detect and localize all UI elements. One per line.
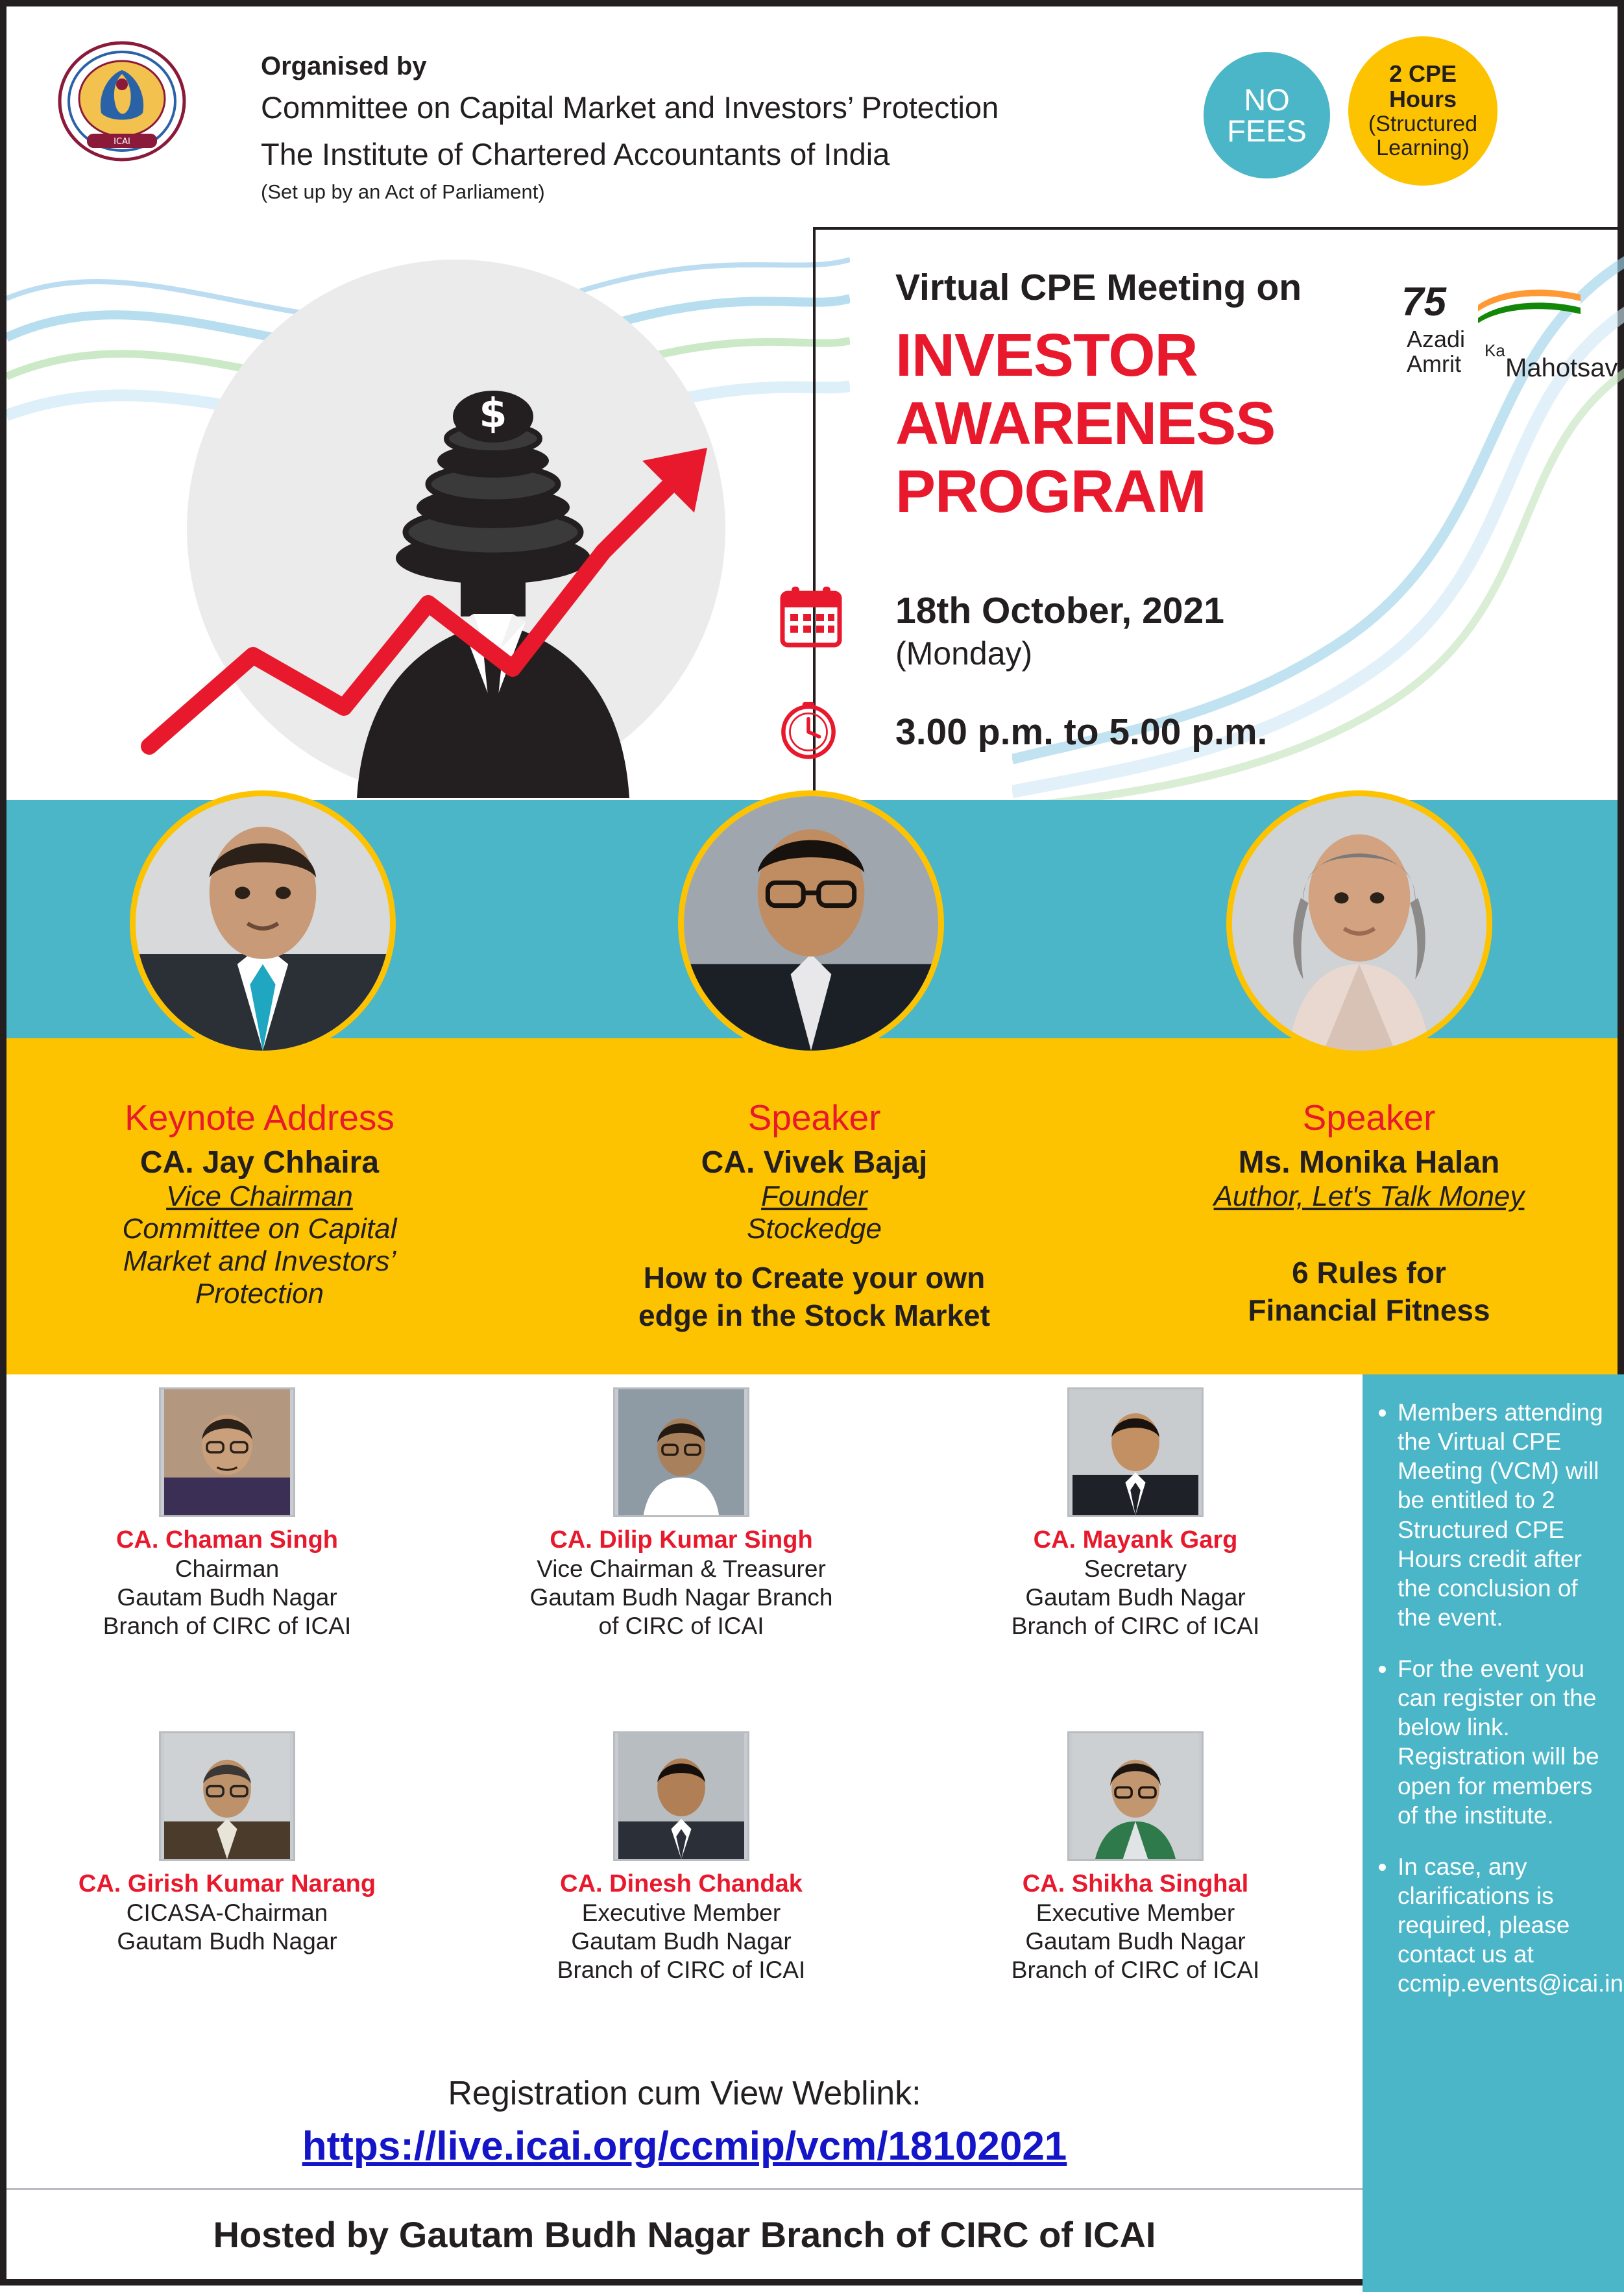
speaker-topic-3-line2: Financial Fitness	[1248, 1293, 1490, 1327]
indian-flag-icon	[1478, 286, 1582, 323]
office-bearer-photo-5	[613, 1731, 749, 1861]
office-bearer-photo-1	[159, 1387, 295, 1517]
institute-name: The Institute of Chartered Accountants of India	[261, 137, 890, 171]
speaker-block-1	[6, 1097, 513, 1310]
speaker-org-1-line1: Committee on Capital	[122, 1213, 397, 1245]
office-bearers-area	[6, 1374, 1363, 2062]
office-bearer-6-line2: Gautam Budh Nagar	[1025, 1928, 1246, 1955]
icai-logo-icon	[57, 36, 187, 166]
speaker-block-2	[561, 1097, 1067, 1334]
office-bearer-name-5: CA. Dinesh Chandak	[560, 1870, 803, 1897]
speaker-topic-3-line1: 6 Rules for	[1292, 1256, 1446, 1289]
office-bearer-5-line1: Executive Member	[581, 1899, 781, 1926]
act-note: (Set up by an Act of Parliament)	[261, 180, 545, 203]
office-bearer-3	[941, 1387, 1330, 1641]
office-bearer-1-line2: Gautam Budh Nagar	[117, 1584, 337, 1611]
speaker-topic-2-line2: edge in the Stock Market	[638, 1298, 990, 1332]
speaker-name-3: Ms. Monika Halan	[1238, 1145, 1500, 1180]
header	[6, 6, 1618, 221]
svg-text:ICAI: ICAI	[114, 137, 130, 147]
speaker-topic-3	[1116, 1254, 1622, 1329]
office-bearer-photo-2	[613, 1387, 749, 1517]
office-bearer-name-4: CA. Girish Kumar Narang	[78, 1870, 376, 1897]
event-title-line1: INVESTOR	[895, 321, 1198, 389]
azadi-75: 75	[1401, 280, 1446, 324]
speaker-name-2: CA. Vivek Bajaj	[701, 1145, 928, 1180]
event-time: 3.00 p.m. to 5.00 p.m.	[895, 711, 1268, 753]
event-title	[895, 321, 1275, 526]
investor-coins-illustration	[123, 253, 805, 805]
office-bearer-2-line3: of CIRC of ICAI	[598, 1613, 764, 1640]
office-bearer-6	[941, 1731, 1330, 1985]
office-bearer-2	[487, 1387, 876, 1641]
speaker-org-2-line1: Stockedge	[747, 1213, 882, 1245]
speaker-topic-2-line1: How to Create your own	[643, 1261, 986, 1295]
office-bearer-3-line2: Gautam Budh Nagar	[1025, 1584, 1246, 1611]
speaker-block-3	[1116, 1097, 1622, 1329]
office-bearer-6-line1: Executive Member	[1036, 1899, 1235, 1926]
office-bearer-name-3: CA. Mayank Garg	[1033, 1526, 1238, 1554]
speaker-designation-1: Vice Chairman	[166, 1180, 353, 1212]
svg-text:$: $	[479, 389, 507, 437]
office-bearer-5-line3: Branch of CIRC of ICAI	[557, 1957, 806, 1984]
office-bearer-2-line1: Vice Chairman & Treasurer	[537, 1555, 826, 1582]
cpe-line3: (Structured	[1368, 112, 1478, 137]
notes-panel	[1363, 1374, 1624, 2292]
office-bearer-1	[32, 1387, 422, 1641]
azadi-line1: Azadi	[1407, 326, 1466, 352]
note-item-1: • Members attending the Virtual CPE Meeting (VCM) will be entitled to 2 Structured CPE Hours credit after the conclusion of the event.	[1398, 1398, 1607, 1632]
office-bearer-3-line1: Secretary	[1084, 1555, 1187, 1582]
event-day: (Monday)	[895, 635, 1033, 672]
registration-area	[6, 2062, 1363, 2187]
speaker-org-1-line3: Protection	[195, 1278, 324, 1310]
cpe-line2: Hours	[1388, 86, 1457, 113]
speaker-org-1-line2: Market and Investors’	[123, 1245, 396, 1277]
office-bearer-4	[32, 1731, 422, 1956]
speaker-photo-3	[1226, 790, 1492, 1056]
speaker-designation-3: Author, Let's Talk Money	[1213, 1180, 1525, 1212]
committee-name: Committee on Capital Market and Investors’ Protection	[261, 90, 999, 125]
registration-label: Registration cum View Weblink:	[448, 2075, 921, 2112]
azadi-line2: Amrit	[1407, 350, 1461, 377]
azadi-mahotsav: Mahotsav	[1505, 354, 1618, 382]
organised-by-label: Organised by	[261, 52, 427, 80]
office-bearer-5	[487, 1731, 876, 1985]
speaker-role-1: Keynote Address	[125, 1097, 394, 1138]
event-date: 18th October, 2021	[895, 590, 1224, 631]
office-bearer-1-line3: Branch of CIRC of ICAI	[103, 1613, 352, 1640]
office-bearer-photo-3	[1067, 1387, 1204, 1517]
office-bearer-photo-4	[159, 1731, 295, 1861]
office-bearer-1-line1: Chairman	[175, 1555, 280, 1582]
office-bearer-photo-6	[1067, 1731, 1204, 1861]
note-item-3: • In case, any clarifications is required, please contact us at ccmip.events@icai.in	[1398, 1852, 1607, 1999]
office-bearer-name-2: CA. Dilip Kumar Singh	[550, 1526, 813, 1554]
cpe-hours-badge	[1348, 36, 1497, 186]
azadi-ka-amrit-mahotsav-logo	[1401, 279, 1618, 389]
event-kicker: Virtual CPE Meeting on	[895, 267, 1302, 308]
azadi-ka: Ka	[1485, 341, 1505, 360]
speaker-photo-2	[678, 790, 944, 1056]
no-fees-badge	[1204, 52, 1330, 178]
speaker-photo-1	[130, 790, 396, 1056]
office-bearer-4-line1: CICASA-Chairman	[126, 1899, 328, 1926]
registration-link[interactable]: https://live.icai.org/ccmip/vcm/18102021	[302, 2124, 1067, 2169]
office-bearer-6-line3: Branch of CIRC of ICAI	[1011, 1957, 1260, 1984]
event-title-line2: AWARENESS	[895, 389, 1276, 457]
no-fees-line1: NO	[1244, 82, 1290, 117]
no-fees-line2: FEES	[1227, 113, 1307, 148]
office-bearer-2-line2: Gautam Budh Nagar Branch	[529, 1584, 833, 1611]
office-bearer-4-line2: Gautam Budh Nagar	[117, 1928, 337, 1955]
office-bearer-name-1: CA. Chaman Singh	[115, 1526, 339, 1554]
event-title-line3: PROGRAM	[895, 457, 1206, 526]
office-bearer-name-6: CA. Shikha Singhal	[1022, 1870, 1249, 1897]
speaker-topic-2	[561, 1260, 1067, 1334]
speaker-role-3: Speaker	[1302, 1097, 1436, 1138]
office-bearer-3-line3: Branch of CIRC of ICAI	[1011, 1613, 1260, 1640]
note-item-2: • For the event you can register on the below link. Registration will be open for members of the institute.	[1398, 1654, 1607, 1830]
cpe-line4: Learning)	[1376, 135, 1470, 160]
hosted-by-footer: Hosted by Gautam Budh Nagar Branch of CIRC of ICAI	[6, 2188, 1363, 2279]
office-bearer-5-line2: Gautam Budh Nagar	[571, 1928, 792, 1955]
cpe-line1: 2 CPE	[1388, 60, 1457, 88]
speaker-role-2: Speaker	[747, 1097, 881, 1138]
speaker-name-1: CA. Jay Chhaira	[139, 1145, 380, 1180]
speaker-designation-2: Founder	[761, 1180, 867, 1212]
